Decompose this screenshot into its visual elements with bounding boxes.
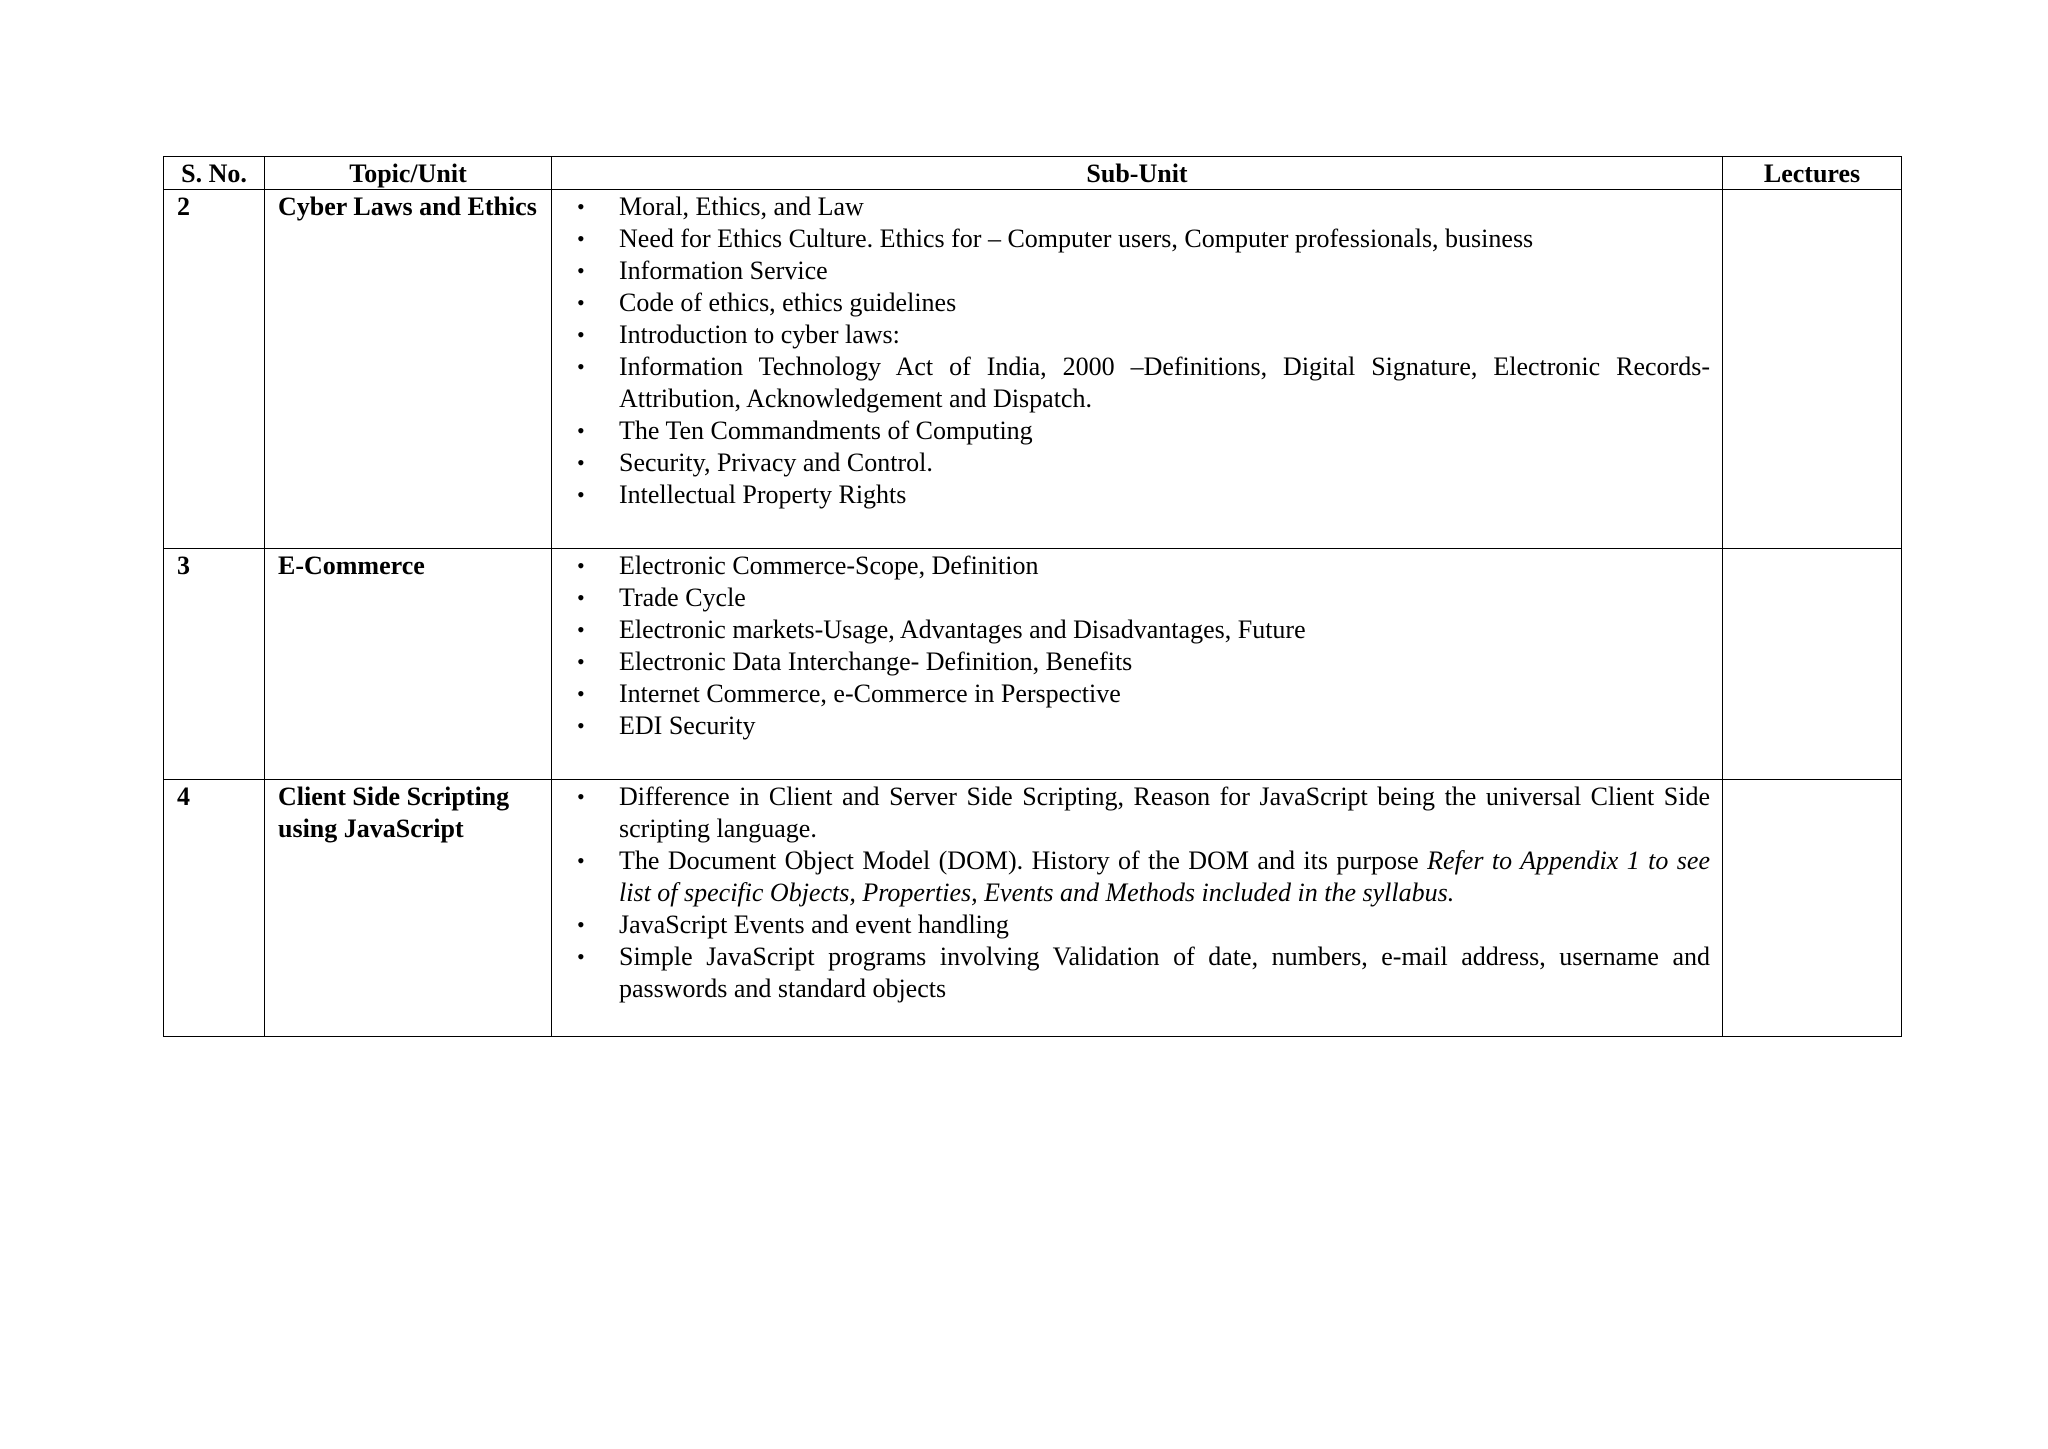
sub-unit-cell: [552, 549, 1723, 780]
list-item: [566, 287, 1710, 319]
bullet-icon: •: [577, 912, 585, 937]
list-item-text: Security, Privacy and Control.: [619, 448, 933, 477]
header-sno: S. No.: [164, 157, 265, 190]
bullet-icon: •: [577, 226, 585, 251]
list-item-text: Electronic markets-Usage, Advantages and Disadvantages, Future: [619, 615, 1306, 644]
header-subunit: Sub-Unit: [552, 157, 1723, 190]
list-item: [566, 255, 1710, 287]
bullet-icon: •: [577, 450, 585, 475]
table-row: [164, 190, 1902, 549]
sub-unit-list: [566, 550, 1710, 742]
list-item-text: Introduction to cyber laws:: [619, 320, 900, 349]
list-item: [566, 909, 1710, 941]
bullet-icon: •: [577, 713, 585, 738]
list-item-text: JavaScript Events and event handling: [619, 910, 1009, 939]
list-item: [566, 415, 1710, 447]
list-item: [566, 191, 1710, 223]
list-item-text: Electronic Commerce-Scope, Definition: [619, 551, 1039, 580]
bullet-icon: •: [577, 418, 585, 443]
serial-number: 4: [164, 780, 265, 1037]
bullet-icon: •: [577, 848, 585, 873]
sub-unit-list: [566, 191, 1710, 511]
list-item-text: The Document Object Model (DOM). History of the DOM and its purpose: [619, 846, 1419, 875]
list-item-text: Need for Ethics Culture. Ethics for – Computer users, Computer professionals, business: [619, 224, 1534, 253]
table-row: [164, 549, 1902, 780]
lectures-cell: [1723, 549, 1902, 780]
bullet-icon: •: [577, 354, 585, 379]
topic-unit: Cyber Laws and Ethics: [265, 190, 552, 549]
list-item: [566, 351, 1710, 415]
header-row: [164, 157, 1902, 190]
bullet-icon: •: [577, 617, 585, 642]
bullet-icon: •: [577, 258, 585, 283]
serial-number: 2: [164, 190, 265, 549]
lectures-cell: [1723, 190, 1902, 549]
sub-unit-list: [566, 781, 1710, 1005]
list-item: [566, 845, 1710, 909]
list-item: [566, 582, 1710, 614]
topic-unit: Client Side Scripting using JavaScript: [265, 780, 552, 1037]
list-item-text: Intellectual Property Rights: [619, 480, 907, 509]
sub-unit-cell: [552, 190, 1723, 549]
bullet-icon: •: [577, 194, 585, 219]
list-item: [566, 710, 1710, 742]
list-item-text: EDI Security: [619, 711, 756, 740]
list-item: [566, 319, 1710, 351]
serial-number: 3: [164, 549, 265, 780]
list-item: [566, 550, 1710, 582]
header-topic: Topic/Unit: [265, 157, 552, 190]
list-item: [566, 614, 1710, 646]
list-item-text: Moral, Ethics, and Law: [619, 192, 864, 221]
list-item-text: Code of ethics, ethics guidelines: [619, 288, 957, 317]
list-item: [566, 223, 1710, 255]
list-item-text: Electronic Data Interchange- Definition, Benefits: [619, 647, 1133, 676]
list-item: [566, 941, 1710, 1005]
appendix-reference-note: Refer to Appendix 1 to see list of specific Objects, Properties, Events and Methods included in the syllabus.: [619, 846, 1710, 907]
header-lectures: Lectures: [1723, 157, 1902, 190]
topic-unit: E-Commerce: [265, 549, 552, 780]
bullet-icon: •: [577, 649, 585, 674]
list-item-text: Information Service: [619, 256, 828, 285]
syllabus-table: [163, 156, 1902, 1037]
bullet-icon: •: [577, 553, 585, 578]
bullet-icon: •: [577, 322, 585, 347]
list-item: [566, 781, 1710, 845]
list-item-text: The Ten Commandments of Computing: [619, 416, 1033, 445]
list-item-text: Simple JavaScript programs involving Validation of date, numbers, e-mail address, username and passwords and standard objects: [619, 942, 1710, 1003]
list-item-text: Internet Commerce, e-Commerce in Perspective: [619, 679, 1121, 708]
bullet-icon: •: [577, 290, 585, 315]
list-item: [566, 646, 1710, 678]
list-item-text: Information Technology Act of India, 2000 –Definitions, Digital Signature, Electronic Records- Attribution, Acknowledgement and Dispatch.: [619, 352, 1710, 413]
list-item-text: Trade Cycle: [619, 583, 746, 612]
list-item: [566, 678, 1710, 710]
bullet-icon: •: [577, 482, 585, 507]
list-item: [566, 447, 1710, 479]
lectures-cell: [1723, 780, 1902, 1037]
list-item: [566, 479, 1710, 511]
bullet-icon: •: [577, 585, 585, 610]
list-item-text: Difference in Client and Server Side Scripting, Reason for JavaScript being the universal Client Side scripting language.: [619, 782, 1710, 843]
bullet-icon: •: [577, 784, 585, 809]
bullet-icon: •: [577, 944, 585, 969]
bullet-icon: •: [577, 681, 585, 706]
sub-unit-cell: [552, 780, 1723, 1037]
table-row: [164, 780, 1902, 1037]
